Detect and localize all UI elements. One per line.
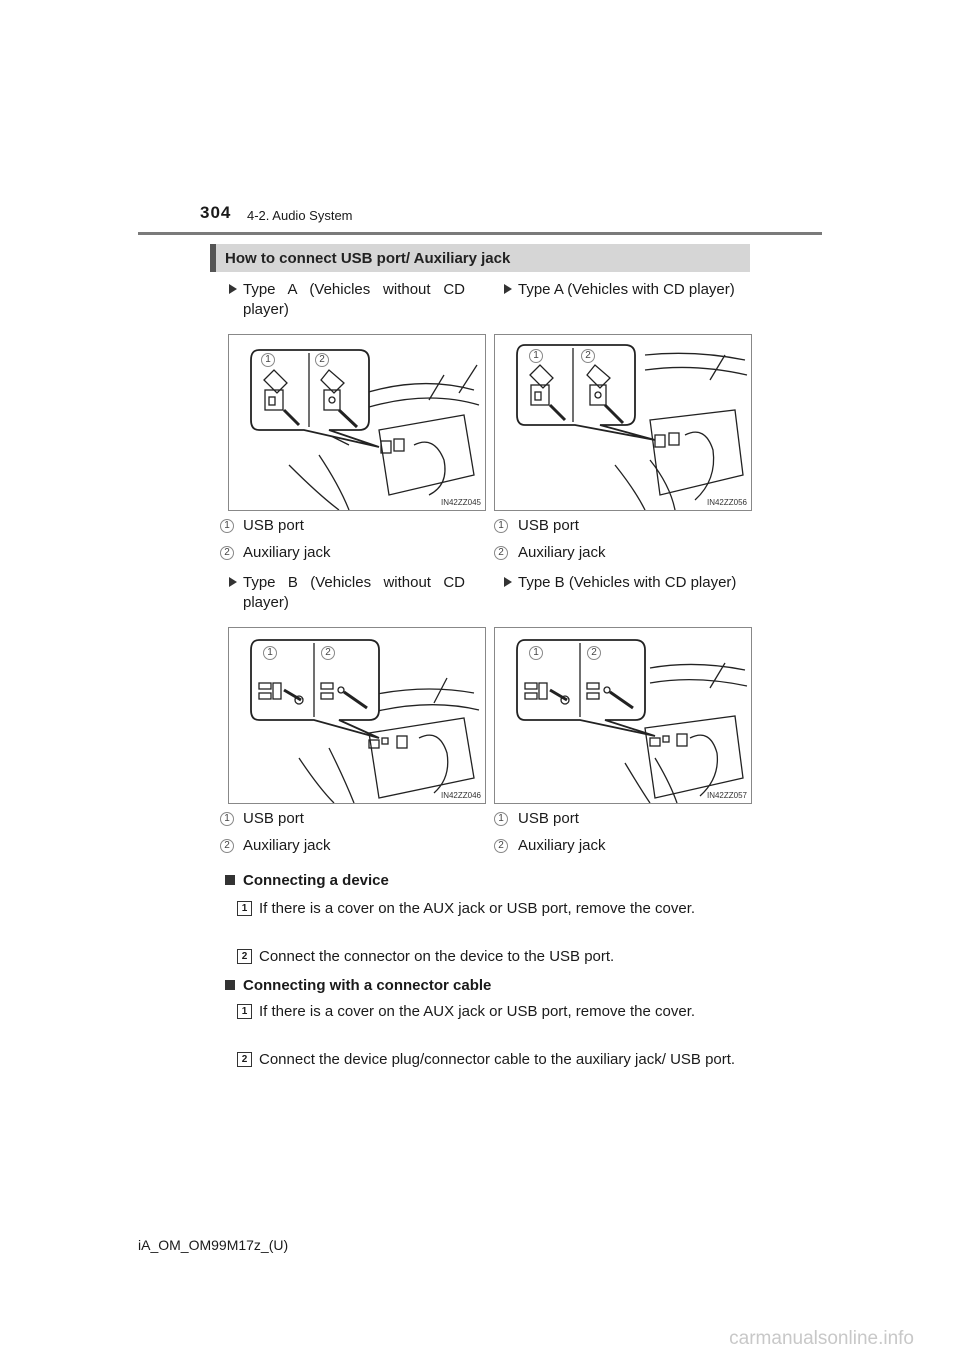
callout-1: 1: [529, 646, 543, 660]
bullet-square-icon: [225, 875, 235, 885]
procedure-heading: Connecting a device: [225, 872, 389, 889]
footer-doc-code: iA_OM_OM99M17z_(U): [138, 1237, 289, 1253]
bullet-square-icon: [225, 980, 235, 990]
callout-1: 1: [261, 353, 275, 367]
section-header: [210, 244, 750, 272]
section-tab: [210, 244, 216, 272]
figure-code: IN42ZZ046: [440, 791, 481, 800]
figure-type-b-cd: [494, 627, 752, 804]
callout-2: 2: [315, 353, 329, 367]
legend-label: Auxiliary jack: [518, 544, 606, 561]
legend-label: USB port: [518, 517, 579, 534]
legend-label: Auxiliary jack: [243, 544, 331, 561]
header-rule: [138, 232, 822, 235]
legend-num: 1: [220, 519, 234, 533]
page-number: 304: [200, 203, 232, 222]
callout-2: 2: [321, 646, 335, 660]
step-number: 2: [237, 1052, 252, 1067]
figure-heading-type-b-no-cd: Type B (Vehicles without CD player): [243, 573, 465, 613]
legend-num: 2: [494, 546, 508, 560]
legend-num: 2: [220, 546, 234, 560]
figure-heading-type-a-no-cd: Type A (Vehicles without CD player): [243, 280, 465, 320]
legend-label: Auxiliary jack: [243, 837, 331, 854]
figure-code: IN42ZZ045: [440, 498, 481, 507]
step-text: Connect the device plug/connector cable to the auxiliary jack/ USB port.: [259, 1051, 736, 1068]
legend-label: USB port: [518, 810, 579, 827]
step-text: If there is a cover on the AUX jack or USB port, remove the cover.: [259, 900, 696, 917]
callout-1: 1: [263, 646, 277, 660]
chapter-title: 4-2. Audio System: [247, 208, 353, 223]
figure-code: IN42ZZ057: [706, 791, 747, 800]
legend-label: Auxiliary jack: [518, 837, 606, 854]
step-number: 1: [237, 901, 252, 916]
legend-label: USB port: [243, 810, 304, 827]
figure-type-a-no-cd: [228, 334, 486, 511]
step-text: Connect the connector on the device to the USB port.: [259, 948, 615, 965]
step-number: 2: [237, 949, 252, 964]
legend-num: 2: [494, 839, 508, 853]
figure-code: IN42ZZ056: [706, 498, 747, 507]
callout-1: 1: [529, 349, 543, 363]
figure-heading-type-b-cd: Type B (Vehicles with CD player): [518, 573, 745, 593]
legend-num: 1: [494, 519, 508, 533]
step-number: 1: [237, 1004, 252, 1019]
figure-type-a-cd: [494, 334, 752, 511]
legend-num: 1: [494, 812, 508, 826]
legend-num: 1: [220, 812, 234, 826]
legend-label: USB port: [243, 517, 304, 534]
legend-num: 2: [220, 839, 234, 853]
watermark: carmanualsonline.info: [729, 1328, 914, 1349]
figure-type-b-no-cd: [228, 627, 486, 804]
section-title: How to connect USB port/ Auxiliary jack: [225, 250, 511, 267]
figure-heading-type-a-cd: Type A (Vehicles with CD player): [518, 280, 745, 300]
callout-2: 2: [581, 349, 595, 363]
procedure-heading: Connecting with a connector cable: [225, 977, 491, 994]
callout-2: 2: [587, 646, 601, 660]
step-text: If there is a cover on the AUX jack or USB port, remove the cover.: [259, 1003, 696, 1020]
